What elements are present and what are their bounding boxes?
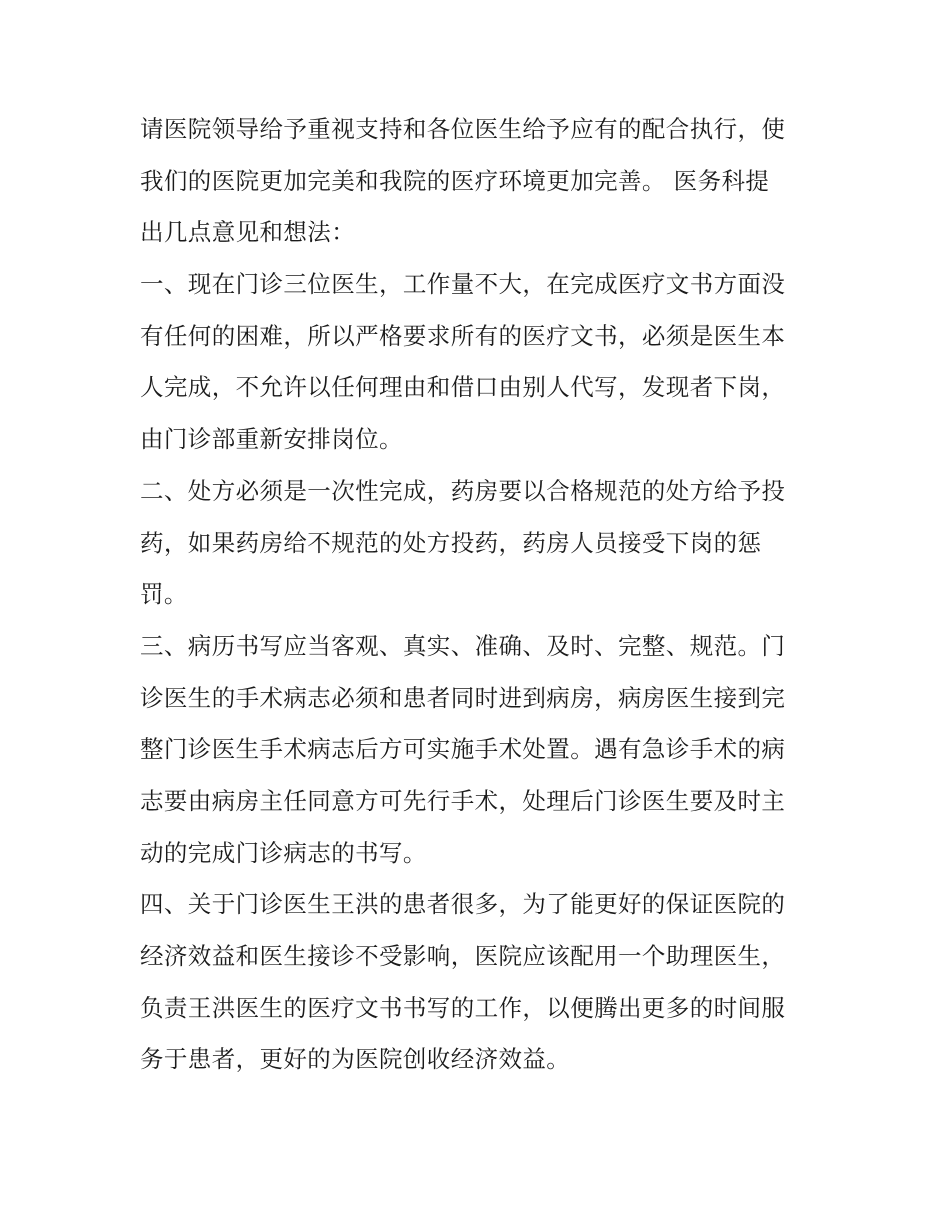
text-line: 罚。 <box>140 580 188 609</box>
text-line: 有任何的困难，所以严格要求所有的医疗文书，必须是医生本 <box>140 321 786 350</box>
text-line: 二、处方必须是一次性完成，药房要以合格规范的处方给予投 <box>140 476 786 505</box>
intro-paragraph <box>140 104 810 259</box>
point-1-paragraph <box>140 259 810 466</box>
document-body <box>140 104 810 1086</box>
text-line: 出几点意见和想法： <box>140 218 356 247</box>
text-line: 三、病历书写应当客观、真实、准确、及时、完整、规范。门 <box>140 631 786 660</box>
text-line: 一、现在门诊三位医生，工作量不大，在完成医疗文书方面没 <box>140 270 786 299</box>
text-line: 我们的医院更加完美和我院的医疗环境更加完善。 医务科提 <box>140 166 770 195</box>
point-4-paragraph <box>140 879 810 1086</box>
text-line: 整门诊医生手术病志后方可实施手术处置。遇有急诊手术的病 <box>140 735 786 764</box>
point-3-paragraph <box>140 621 810 879</box>
text-line: 志要由病房主任同意方可先行手术，处理后门诊医生要及时主 <box>140 786 786 815</box>
text-line: 经济效益和医生接诊不受影响，医院应该配用一个助理医生， <box>140 942 786 970</box>
point-2-paragraph <box>140 466 810 621</box>
text-line: 诊医生的手术病志必须和患者同时进到病房，病房医生接到完 <box>140 683 786 712</box>
text-line: 动的完成门诊病志的书写。 <box>140 838 427 867</box>
text-line: 请医院领导给予重视支持和各位医生给予应有的配合执行，使 <box>140 115 786 143</box>
text-line: 务于患者，更好的为医院创收经济效益。 <box>140 1045 571 1074</box>
text-line: 四、关于门诊医生王洪的患者很多，为了能更好的保证医院的 <box>140 890 786 919</box>
text-line: 药，如果药房给不规范的处方投药，药房人员接受下岗的惩 <box>140 528 762 557</box>
text-line: 负责王洪医生的医疗文书书写的工作，以便腾出更多的时间服 <box>140 993 786 1022</box>
text-line: 由门诊部重新安排岗位。 <box>140 425 403 454</box>
text-line: 人完成，不允许以任何理由和借口由别人代写，发现者下岗， <box>140 373 786 402</box>
